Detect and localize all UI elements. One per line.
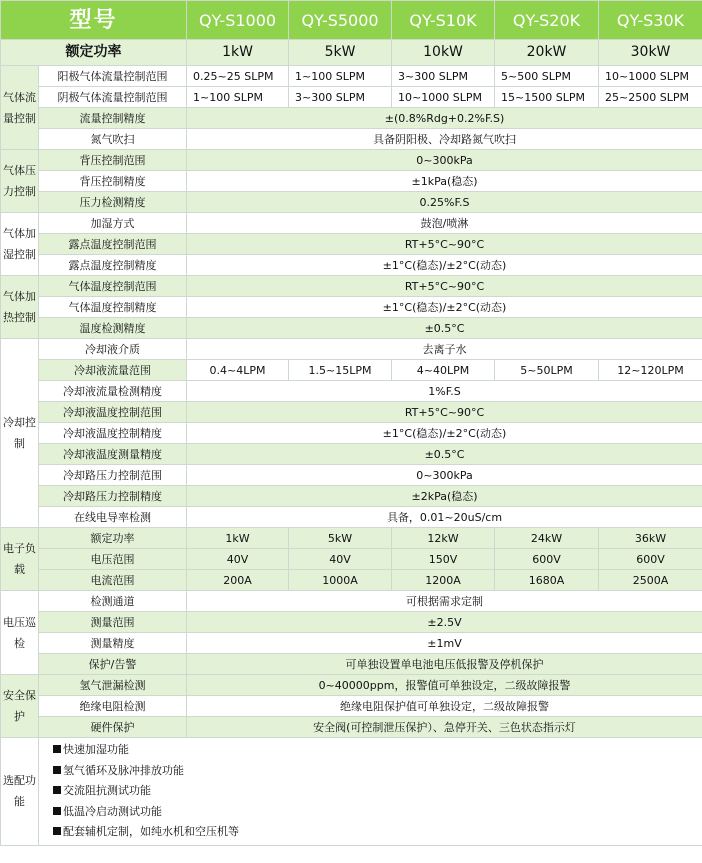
param-label: 压力检测精度 <box>39 192 187 213</box>
param-value: 12~120LPM <box>599 360 702 381</box>
list-item <box>53 740 702 761</box>
param-value: 可根据需求定制 <box>187 591 702 612</box>
table-row <box>1 381 702 402</box>
table-row <box>1 486 702 507</box>
param-value: ±1°C(稳态)/±2°C(动态) <box>187 255 702 276</box>
category-electronic-load: 电子负载 <box>1 528 39 591</box>
table-row <box>1 507 702 528</box>
model-name: QY-S10K <box>392 1 495 40</box>
param-label: 氢气泄漏检测 <box>39 675 187 696</box>
category-cooling: 冷却控制 <box>1 339 39 528</box>
rated-power-value: 10kW <box>392 40 495 66</box>
table-row <box>1 234 702 255</box>
list-item <box>53 822 702 843</box>
table-row <box>1 213 702 234</box>
table-row <box>1 654 702 675</box>
param-label: 冷却路压力控制范围 <box>39 465 187 486</box>
param-value: ±0.5°C <box>187 318 702 339</box>
param-label: 在线电导率检测 <box>39 507 187 528</box>
param-value: RT+5°C~90°C <box>187 276 702 297</box>
param-label: 气体温度控制精度 <box>39 297 187 318</box>
param-value: 10~1000 SLPM <box>392 87 495 108</box>
param-value: 600V <box>495 549 599 570</box>
param-label: 电压范围 <box>39 549 187 570</box>
bullet-square-icon <box>53 827 61 835</box>
param-label: 测量精度 <box>39 633 187 654</box>
model-name: QY-S20K <box>495 1 599 40</box>
table-row <box>1 402 702 423</box>
category-voltage-inspection: 电压巡检 <box>1 591 39 675</box>
table-row <box>1 360 702 381</box>
table-row <box>1 675 702 696</box>
param-label: 冷却液温度测量精度 <box>39 444 187 465</box>
param-label: 加湿方式 <box>39 213 187 234</box>
param-label: 冷却液流量检测精度 <box>39 381 187 402</box>
param-value: 40V <box>187 549 289 570</box>
param-value: 0~300kPa <box>187 465 702 486</box>
category-safety-protection: 安全保护 <box>1 675 39 738</box>
param-value: 3~300 SLPM <box>392 66 495 87</box>
param-label: 额定功率 <box>39 528 187 549</box>
param-label: 阴极气体流量控制范围 <box>39 87 187 108</box>
option-label: 快速加湿功能 <box>63 743 129 756</box>
param-value: 1kW <box>187 528 289 549</box>
options-row <box>1 738 702 846</box>
rated-power-label: 额定功率 <box>1 40 187 66</box>
param-value: 25~2500 SLPM <box>599 87 702 108</box>
param-value: 0~40000ppm，报警值可单独设定，二级故障报警 <box>187 675 702 696</box>
param-value: 具备阴阳极、冷却路氮气吹扫 <box>187 129 702 150</box>
param-value: 绝缘电阻保护值可单独设定，二级故障报警 <box>187 696 702 717</box>
table-row <box>1 171 702 192</box>
option-label: 交流阻抗测试功能 <box>63 784 151 797</box>
param-value: 200A <box>187 570 289 591</box>
param-label: 冷却液流量范围 <box>39 360 187 381</box>
param-label: 测量范围 <box>39 612 187 633</box>
param-label: 冷却液温度控制精度 <box>39 423 187 444</box>
table-row <box>1 108 702 129</box>
category-options: 选配功能 <box>1 738 39 846</box>
bullet-square-icon <box>53 745 61 753</box>
table-row <box>1 318 702 339</box>
param-label: 硬件保护 <box>39 717 187 738</box>
param-value: 1%F.S <box>187 381 702 402</box>
model-name: QY-S1000 <box>187 1 289 40</box>
param-value: 1.5~15LPM <box>289 360 392 381</box>
param-value: 4~40LPM <box>392 360 495 381</box>
param-value: 0.25~25 SLPM <box>187 66 289 87</box>
param-label: 流量控制精度 <box>39 108 187 129</box>
param-value: 1000A <box>289 570 392 591</box>
param-value: 可单独设置单电池电压低报警及停机保护 <box>187 654 702 675</box>
param-value: ±2.5V <box>187 612 702 633</box>
table-row <box>1 591 702 612</box>
table-row <box>1 528 702 549</box>
model-name: QY-S5000 <box>289 1 392 40</box>
option-label: 低温冷启动测试功能 <box>63 804 162 818</box>
header-row <box>1 1 702 40</box>
table-row <box>1 297 702 318</box>
param-value: ±(0.8%Rdg+0.2%F.S) <box>187 108 702 129</box>
rated-power-value: 30kW <box>599 40 702 66</box>
table-row <box>1 192 702 213</box>
table-row <box>1 444 702 465</box>
category-gas-heating: 气体加热控制 <box>1 276 39 339</box>
rated-power-value: 20kW <box>495 40 599 66</box>
param-value: RT+5°C~90°C <box>187 234 702 255</box>
param-value: RT+5°C~90°C <box>187 402 702 423</box>
param-label: 背压控制精度 <box>39 171 187 192</box>
param-value: 0~300kPa <box>187 150 702 171</box>
table-row <box>1 129 702 150</box>
param-label: 气体温度控制范围 <box>39 276 187 297</box>
param-value: 1~100 SLPM <box>187 87 289 108</box>
param-value: 150V <box>392 549 495 570</box>
list-item <box>53 781 702 802</box>
table-row <box>1 549 702 570</box>
category-gas-humidification: 气体加湿控制 <box>1 213 39 276</box>
param-label: 氮气吹扫 <box>39 129 187 150</box>
options-list <box>39 738 702 846</box>
param-value: 5~50LPM <box>495 360 599 381</box>
param-value: 安全阀(可控制泄压保护）、急停开关、三色状态指示灯 <box>187 717 702 738</box>
param-value: 去离子水 <box>187 339 702 360</box>
option-label: 配套辅机定制，如纯水机和空压机等 <box>63 825 239 838</box>
table-row <box>1 612 702 633</box>
param-value: 1680A <box>495 570 599 591</box>
param-value: 10~1000 SLPM <box>599 66 702 87</box>
list-item <box>53 761 702 782</box>
table-row <box>1 717 702 738</box>
table-row <box>1 633 702 654</box>
table-row <box>1 87 702 108</box>
list-item <box>53 802 702 823</box>
table-row <box>1 276 702 297</box>
param-label: 背压控制范围 <box>39 150 187 171</box>
param-label: 电流范围 <box>39 570 187 591</box>
category-gas-pressure: 气体压力控制 <box>1 150 39 213</box>
table-row <box>1 423 702 444</box>
table-row <box>1 150 702 171</box>
param-value: 2500A <box>599 570 702 591</box>
param-value: 0.4~4LPM <box>187 360 289 381</box>
param-value: 1~100 SLPM <box>289 66 392 87</box>
table-row <box>1 465 702 486</box>
param-value: 3~300 SLPM <box>289 87 392 108</box>
param-label: 露点温度控制精度 <box>39 255 187 276</box>
rated-power-row <box>1 40 702 66</box>
param-value: 40V <box>289 549 392 570</box>
param-value: ±2kPa(稳态) <box>187 486 702 507</box>
param-label: 露点温度控制范围 <box>39 234 187 255</box>
option-label: 氢气循环及脉冲排放功能 <box>63 763 184 777</box>
param-value: ±1mV <box>187 633 702 654</box>
param-label: 冷却液温度控制范围 <box>39 402 187 423</box>
param-value: 5kW <box>289 528 392 549</box>
bullet-square-icon <box>53 766 61 774</box>
param-value: 0.25%F.S <box>187 192 702 213</box>
category-gas-flow: 气体流量控制 <box>1 66 39 150</box>
param-value: 600V <box>599 549 702 570</box>
param-label: 检测通道 <box>39 591 187 612</box>
table-row <box>1 255 702 276</box>
param-value: 15~1500 SLPM <box>495 87 599 108</box>
rated-power-value: 5kW <box>289 40 392 66</box>
param-value: ±1°C(稳态)/±2°C(动态) <box>187 297 702 318</box>
param-value: 12kW <box>392 528 495 549</box>
table-row <box>1 339 702 360</box>
table-row <box>1 696 702 717</box>
param-value: 5~500 SLPM <box>495 66 599 87</box>
param-label: 保护/告警 <box>39 654 187 675</box>
param-value: ±1kPa(稳态) <box>187 171 702 192</box>
model-label: 型号 <box>1 1 187 40</box>
param-label: 温度检测精度 <box>39 318 187 339</box>
param-value: 具备，0.01~20uS/cm <box>187 507 702 528</box>
param-value: 24kW <box>495 528 599 549</box>
param-value: 鼓泡/喷淋 <box>187 213 702 234</box>
param-value: 1200A <box>392 570 495 591</box>
bullet-square-icon <box>53 807 61 815</box>
param-value: ±1°C(稳态)/±2°C(动态) <box>187 423 702 444</box>
param-label: 冷却路压力控制精度 <box>39 486 187 507</box>
param-label: 绝缘电阻检测 <box>39 696 187 717</box>
param-label: 阳极气体流量控制范围 <box>39 66 187 87</box>
param-label: 冷却液介质 <box>39 339 187 360</box>
table-row <box>1 66 702 87</box>
param-value: ±0.5°C <box>187 444 702 465</box>
bullet-square-icon <box>53 786 61 794</box>
model-name: QY-S30K <box>599 1 702 40</box>
table-row <box>1 570 702 591</box>
rated-power-value: 1kW <box>187 40 289 66</box>
param-value: 36kW <box>599 528 702 549</box>
